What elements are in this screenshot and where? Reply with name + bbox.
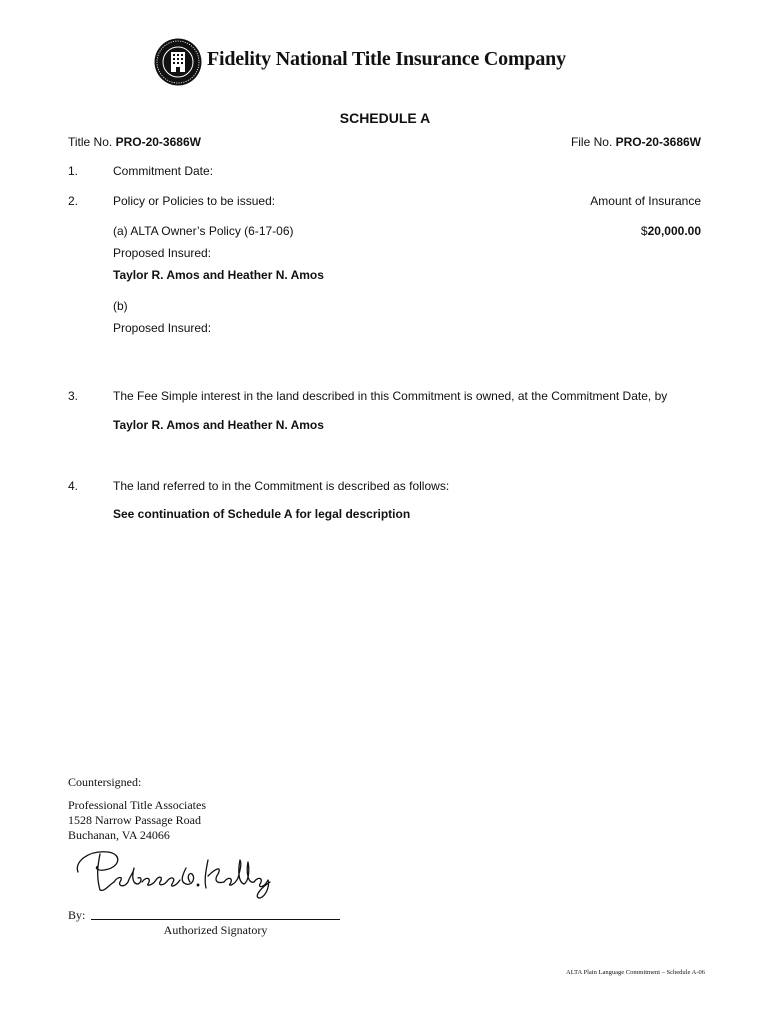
title-number (68, 135, 201, 149)
agent-address-line2: Buchanan, VA 24066 (68, 828, 170, 842)
agent-name: Professional Title Associates (68, 798, 207, 812)
title-no-label: Title No. (68, 135, 113, 149)
owner-names: Taylor R. Amos and Heather N. Amos (113, 418, 324, 432)
policy-b-label: (b) (113, 299, 128, 313)
authorized-signatory-label: Authorized Signatory (163, 923, 268, 937)
land-description-text: The land referred to in the Commitment is described as follows: (113, 479, 450, 493)
item-4-number: 4. (68, 479, 79, 493)
proposed-insured-label-a: Proposed Insured: (113, 246, 212, 260)
seal-building-icon (154, 38, 202, 86)
commitment-date-label: Commitment Date: (113, 164, 214, 178)
file-no-value: PRO-20-3686W (615, 135, 701, 149)
file-no-label: File No. (570, 135, 613, 149)
legal-description-note: See continuation of Schedule A for legal description (113, 507, 411, 521)
currency-symbol: $ (640, 224, 648, 238)
countersigned-label: Countersigned: (68, 775, 142, 789)
amount-value: 20,000.00 (647, 224, 701, 238)
company-name: Fidelity National Title Insurance Company (207, 48, 566, 70)
fee-simple-text: The Fee Simple interest in the land described in this Commitment is owned, at the Commitment Date, by (113, 389, 668, 403)
file-number (571, 135, 701, 149)
agent-address-line1: 1528 Narrow Passage Road (68, 813, 201, 827)
amount-header: Amount of Insurance (590, 194, 701, 208)
policies-label: Policy or Policies to be issued: (113, 194, 276, 208)
policy-a-amount (641, 224, 701, 238)
item-3-number: 3. (68, 389, 79, 403)
policy-a-label: (a) ALTA Owner’s Policy (6-17-06) (113, 224, 294, 238)
handwritten-signature (68, 842, 278, 902)
signature-line (91, 919, 340, 920)
by-label: By: (68, 908, 86, 922)
footer-form-reference: ALTA Plain Language Commitment – Schedule A-06 (566, 969, 705, 976)
item-1-number: 1. (68, 164, 79, 178)
page-title: SCHEDULE A (339, 110, 431, 126)
title-no-value: PRO-20-3686W (115, 135, 201, 149)
item-2-number: 2. (68, 194, 79, 208)
proposed-insured-a: Taylor R. Amos and Heather N. Amos (113, 268, 324, 282)
proposed-insured-label-b: Proposed Insured: (113, 321, 212, 335)
